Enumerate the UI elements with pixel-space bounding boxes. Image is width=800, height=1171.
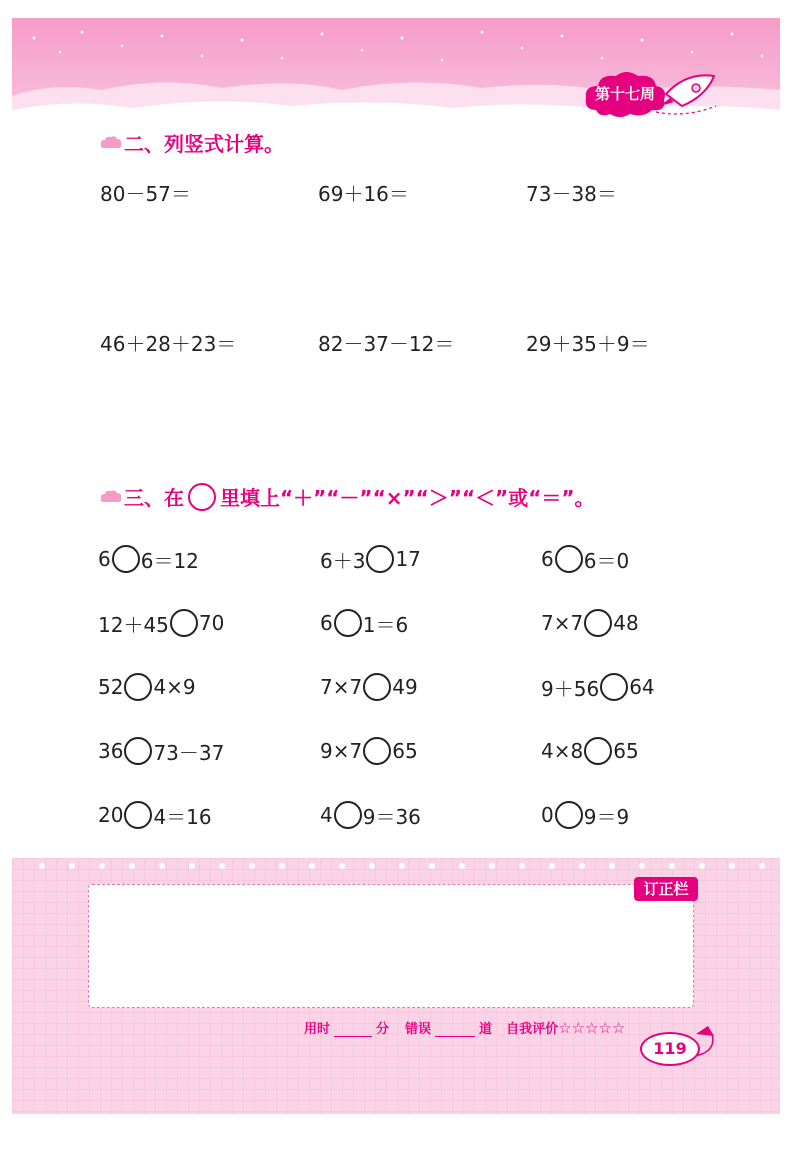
compare-right: 6＝12	[140, 548, 199, 573]
answer-circle[interactable]	[584, 609, 612, 637]
answer-circle[interactable]	[334, 609, 362, 637]
time-blank[interactable]	[334, 1022, 372, 1037]
page-number: 119	[640, 1032, 700, 1066]
item-label: 道	[479, 1022, 493, 1037]
compare-right: 1＝6	[362, 612, 409, 637]
compare-left: 52	[98, 675, 124, 699]
correction-label: 订正栏	[634, 877, 698, 901]
section2-title	[100, 128, 284, 157]
cloud-bullet-icon	[100, 136, 122, 150]
answer-circle[interactable]	[600, 673, 628, 701]
compare-item-1	[98, 543, 199, 575]
compare-left: 4×8	[541, 739, 584, 763]
vertical-calc-problem-3: 73－38＝	[526, 182, 617, 206]
compare-item-12	[541, 735, 639, 767]
compare-item-7	[98, 671, 196, 703]
compare-left: 6	[98, 547, 111, 571]
minute-label: 分	[376, 1022, 390, 1037]
compare-right: 48	[613, 611, 639, 635]
compare-right: 65	[613, 739, 639, 763]
section2-title-text: 二、列竖式计算。	[124, 132, 284, 156]
compare-item-4	[98, 607, 224, 639]
compare-item-5	[320, 607, 408, 639]
error-label: 错误	[405, 1022, 432, 1037]
compare-item-3	[541, 543, 629, 575]
answer-circle[interactable]	[363, 673, 391, 701]
compare-right: 70	[198, 611, 225, 635]
rating-stars-icon[interactable]: ☆☆☆☆☆	[558, 1019, 626, 1037]
section3-title-start: 三、在	[124, 486, 184, 510]
compare-right: 49	[392, 675, 418, 699]
answer-circle[interactable]	[584, 737, 612, 765]
error-blank[interactable]	[435, 1022, 475, 1037]
compare-left: 36	[98, 739, 124, 763]
compare-item-11	[320, 735, 418, 767]
week-label: 第十七周	[594, 85, 655, 103]
compare-right: 9＝36	[362, 804, 421, 829]
answer-circle[interactable]	[363, 737, 391, 765]
answer-circle[interactable]	[170, 609, 198, 637]
compare-item-10	[98, 735, 224, 767]
answer-circle[interactable]	[124, 801, 152, 829]
answer-circle[interactable]	[555, 801, 583, 829]
compare-left: 7×7	[541, 611, 584, 635]
compare-item-13	[98, 799, 212, 831]
circle-blank-icon	[188, 483, 216, 511]
time-label: 用时	[304, 1022, 331, 1037]
vertical-calc-problem-4: 46＋28＋23＝	[100, 332, 237, 356]
compare-left: 6＋3	[320, 548, 366, 573]
compare-left: 7×7	[320, 675, 363, 699]
cloud-bullet-icon	[100, 490, 122, 504]
compare-left: 9×7	[320, 739, 363, 763]
compare-left: 9＋56	[541, 676, 600, 701]
answer-circle[interactable]	[124, 673, 152, 701]
compare-right: 65	[392, 739, 418, 763]
compare-right: 17	[395, 547, 421, 571]
vertical-calc-problem-1: 80－57＝	[100, 182, 191, 206]
self-eval-label: 自我评价	[506, 1022, 559, 1037]
answer-circle[interactable]	[124, 737, 152, 765]
compare-item-8	[320, 671, 418, 703]
vertical-calc-problem-5: 82－37－12＝	[318, 332, 455, 356]
vertical-calc-problem-6: 29＋35＋9＝	[526, 332, 650, 356]
compare-item-9	[541, 671, 655, 703]
rocket-icon	[656, 66, 726, 116]
vertical-calc-problem-2: 69＋16＝	[318, 182, 409, 206]
compare-right: 64	[629, 675, 655, 699]
answer-circle[interactable]	[555, 545, 583, 573]
compare-right: 4×9	[153, 675, 196, 699]
compare-left: 12＋45	[98, 612, 169, 637]
compare-left: 6	[320, 611, 333, 635]
section3-title	[100, 482, 595, 511]
compare-item-14	[320, 799, 421, 831]
compare-left: 20	[98, 803, 124, 827]
compare-right: 6＝0	[583, 548, 630, 573]
answer-circle[interactable]	[366, 545, 394, 573]
compare-left: 6	[541, 547, 554, 571]
week-badge	[584, 70, 666, 118]
section3-title-end: 里填上“＋”“－”“×”“＞”“＜”或“＝”。	[220, 486, 595, 510]
correction-panel	[12, 858, 780, 1114]
compare-item-2	[320, 543, 421, 575]
compare-right: 73－37	[153, 740, 225, 765]
compare-right: 9＝9	[583, 804, 630, 829]
answer-circle[interactable]	[334, 801, 362, 829]
compare-right: 4＝16	[153, 804, 212, 829]
correction-area[interactable]	[88, 884, 694, 1008]
stats-row	[304, 1018, 625, 1037]
compare-left: 0	[541, 803, 554, 827]
compare-item-6	[541, 607, 639, 639]
answer-circle[interactable]	[112, 545, 140, 573]
compare-item-15	[541, 799, 629, 831]
compare-left: 4	[320, 803, 333, 827]
